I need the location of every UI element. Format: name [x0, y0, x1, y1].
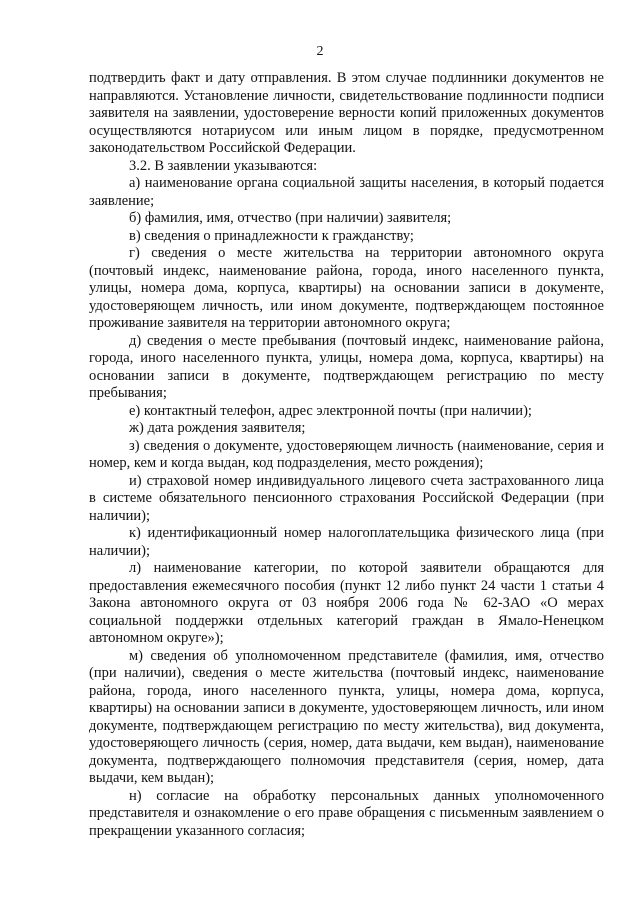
paragraph-section-3-2: 3.2. В заявлении указываются: [129, 157, 318, 174]
document-body [89, 70, 604, 840]
list-item-n: н) согласие на обработку персональных данных уполномоченного представителя и ознакомление о его праве обращения с письменным заявлением о прекращении указанного согласия; [89, 787, 604, 839]
list-item-z: з) сведения о документе, удостоверяющем личность (наименование, серия и номер, кем и когда выдан, код подразделения, место рождения); [89, 437, 604, 471]
list-item-zh: ж) дата рождения заявителя; [129, 420, 306, 436]
list-item-i: и) страховой номер индивидуального лицевого счета застрахованного лица в системе обязательного пенсионного страхования Российской Федерации (при наличии); [89, 472, 604, 524]
list-item-e: е) контактный телефон, адрес электронной почты (при наличии); [129, 402, 532, 419]
list-item-d: д) сведения о месте пребывания (почтовый индекс, наименование района, города, иного населенного пункта, улицы, номера дома, корпуса, квартиры) на основании записи в документе, подтверждающем регистрацию по месту пребывания; [89, 332, 604, 401]
list-item-b: б) фамилия, имя, отчество (при наличии) заявителя; [129, 210, 452, 226]
list-item-g: г) сведения о месте жительства на территории автономного округа (почтовый индекс, наименование района, города, иного населенного пункта, улицы, номера дома, корпуса, квартиры) на основании записи в документе, удостоверяющем личность, или ином документе, подтверждающем постоянное проживание заявителя на территории автономного округа; [89, 245, 604, 331]
list-item-l: л) наименование категории, по которой заявители обращаются для предоставления ежемесячного пособия (пункт 12 либо пункт 24 части 1 статьи 4 Закона автономного округа от 03 ноября 2006 года № 62-ЗАО «О мерах социальной поддержки отдельных категорий граждан в Ямало-Ненецком автономном округе»); [89, 560, 604, 646]
list-item-k: к) идентификационный номер налогоплательщика физического лица (при наличии); [89, 525, 604, 559]
list-item-v: в) сведения о принадлежности к гражданству; [129, 227, 414, 244]
list-item-m: м) сведения об уполномоченном представителе (фамилия, имя, отчество (при наличии), сведения о месте жительства (почтовый индекс, наименование района, города, иного населенного пункта, улицы, номера дома, корпуса, квартиры) на основании записи в документе, удостоверяющем личность, или ином документе, подтверждающем регистрацию по месту жительства), вид документа, удостоверяющего личность (серия, номер, дата выдачи, кем выдан), наименование документа, подтверждающего полномочия представителя (серия, номер, дата выдачи, кем выдан); [89, 647, 604, 786]
page-number: 2 [316, 44, 324, 59]
paragraph-continuation: подтвердить факт и дату отправления. В этом случае подлинники документов не направляются. Установление личности, свидетельствование подлинности подписи заявителя на заявлении, удостоверение верности копий приложенных документов осуществляются нотариусом или иным лицом в порядке, предусмотренном законодательством Российской Федерации. [89, 70, 604, 156]
list-item-a: а) наименование органа социальной защиты населения, в который подается заявление; [89, 175, 604, 209]
